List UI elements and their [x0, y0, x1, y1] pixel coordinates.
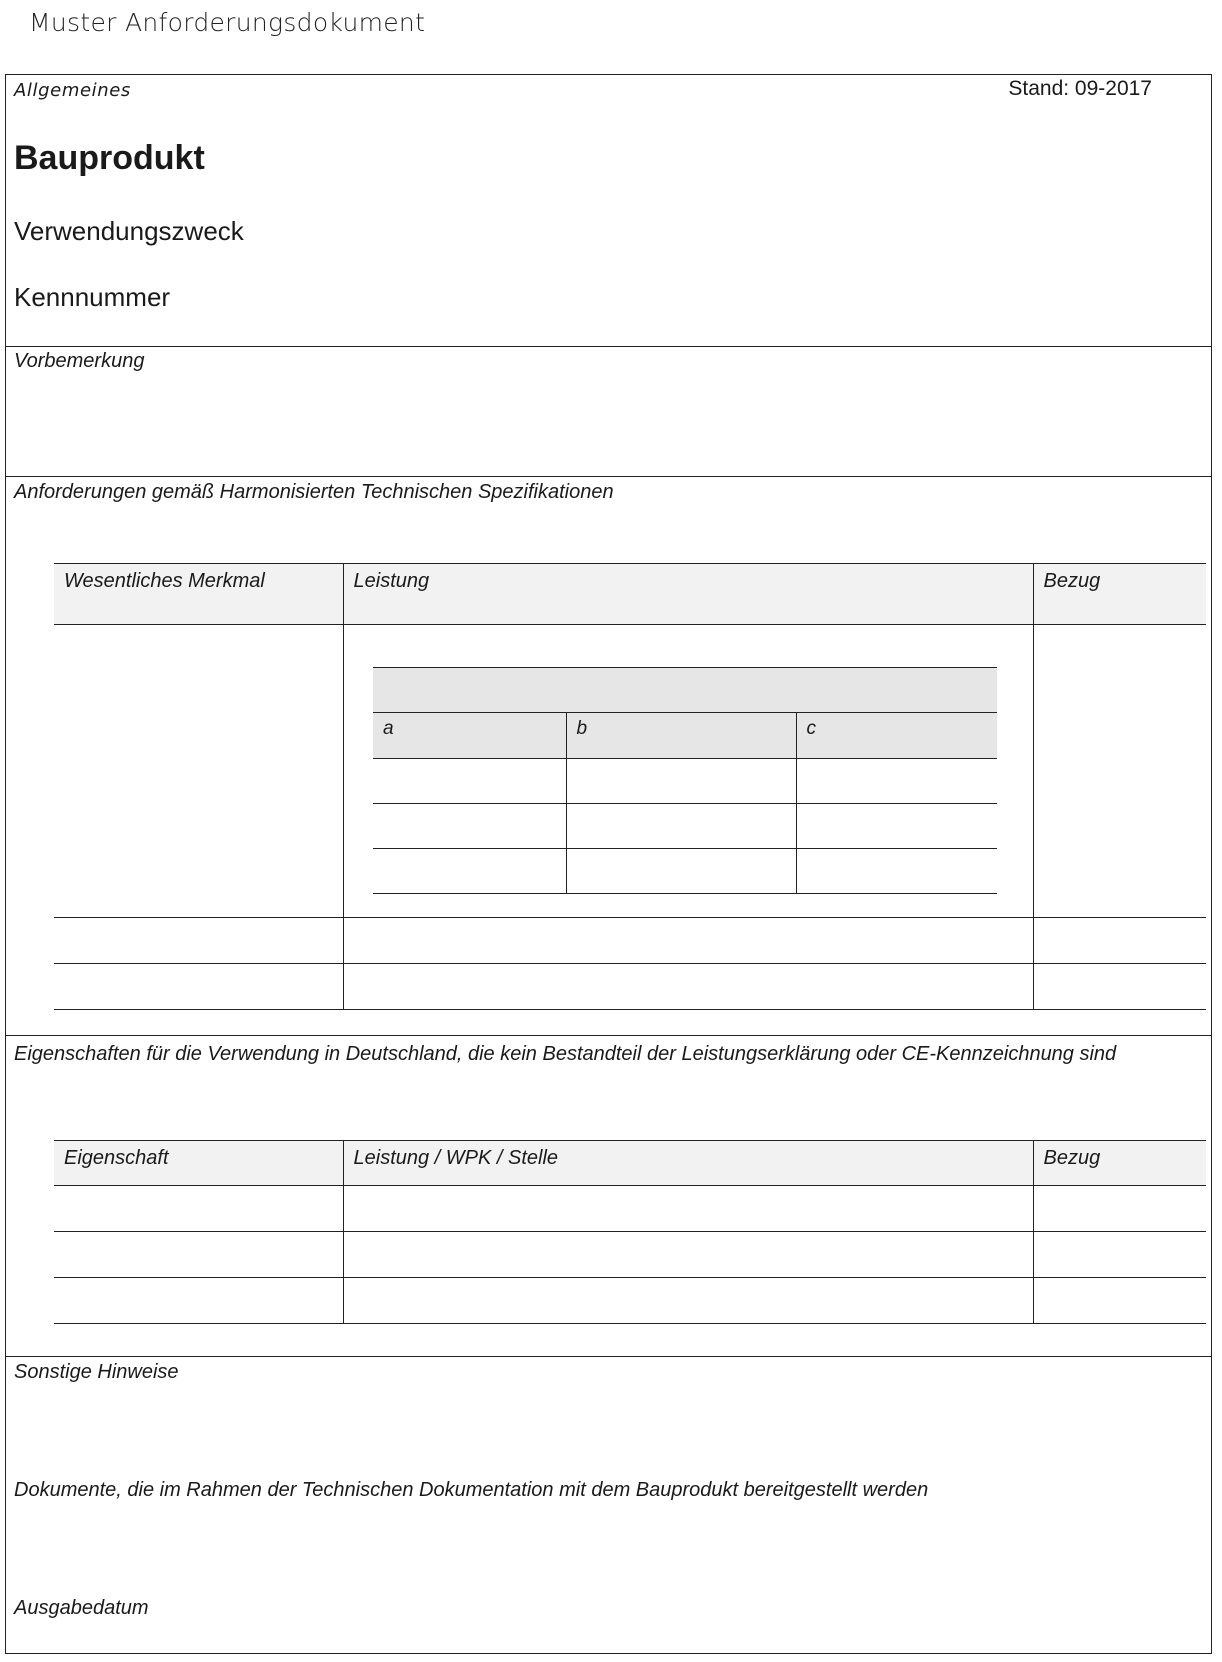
section-divider [5, 1035, 1212, 1036]
section-label-general: Allgemeines [14, 80, 131, 101]
column-header: a [373, 713, 566, 759]
table-row [54, 1186, 1206, 1232]
column-header: c [796, 713, 997, 759]
table-cell[interactable] [54, 1278, 343, 1324]
table-cell[interactable] [1033, 918, 1206, 964]
section-divider [5, 1356, 1212, 1357]
table-cell[interactable] [373, 759, 566, 804]
table-cell[interactable] [796, 849, 997, 894]
section-label-harmonized: Anforderungen gemäß Harmonisierten Technischen Spezifikationen [14, 481, 614, 503]
table-row [54, 1232, 1206, 1278]
table-cell[interactable] [54, 625, 343, 918]
table-header-row [54, 564, 1206, 625]
table-cell[interactable] [1033, 1232, 1206, 1278]
table-cell[interactable] [343, 1186, 1033, 1232]
table-cell[interactable] [1033, 625, 1206, 918]
subtable-header-row [373, 713, 997, 759]
table-cell[interactable] [373, 668, 997, 713]
section-label-issue-date: Ausgabedatum [14, 1597, 149, 1619]
performance-subtable [373, 667, 997, 894]
table-cell[interactable] [54, 1186, 343, 1232]
table-cell[interactable] [343, 964, 1033, 1010]
table-cell[interactable] [1033, 964, 1206, 1010]
table-cell[interactable] [54, 918, 343, 964]
section-label-documents: Dokumente, die im Rahmen der Technischen Dokumentation mit dem Bauprodukt bereitgestellt werden [14, 1479, 929, 1501]
column-header: Eigenschaft [54, 1141, 343, 1186]
column-header: Bezug [1033, 1141, 1206, 1186]
column-header: Wesentliches Merkmal [54, 564, 343, 625]
table-cell[interactable] [373, 804, 566, 849]
table-cell[interactable] [796, 759, 997, 804]
table-row [54, 1278, 1206, 1324]
subtable-blank-header [373, 668, 997, 713]
revision-stand: Stand: 09-2017 [1008, 77, 1152, 100]
table-cell[interactable] [343, 1232, 1033, 1278]
table-row [54, 918, 1206, 964]
document-title: Muster Anforderungsdokument [29, 8, 426, 37]
column-header: b [566, 713, 796, 759]
product-heading: Bauprodukt [14, 139, 205, 177]
table-cell[interactable] [343, 918, 1033, 964]
table-header-row [54, 1141, 1206, 1186]
table-cell[interactable] [796, 804, 997, 849]
table-row [54, 964, 1206, 1010]
table-row [373, 759, 997, 804]
table-cell[interactable] [1033, 1186, 1206, 1232]
table-cell[interactable] [1033, 1278, 1206, 1324]
germany-properties-table [54, 1140, 1206, 1324]
section-label-germany: Eigenschaften für die Verwendung in Deutschland, die kein Bestandteil der Leistungserklärung oder CE-Kennzeichnung sind [14, 1043, 1117, 1065]
section-label-other-notes: Sonstige Hinweise [14, 1361, 179, 1383]
table-cell[interactable] [54, 964, 343, 1010]
section-divider [5, 346, 1212, 347]
column-header: Leistung [343, 564, 1033, 625]
table-cell[interactable] [566, 849, 796, 894]
table-cell[interactable] [566, 804, 796, 849]
section-label-preliminary: Vorbemerkung [14, 350, 145, 372]
table-row [373, 849, 997, 894]
column-header: Leistung / WPK / Stelle [343, 1141, 1033, 1186]
table-cell[interactable] [54, 1232, 343, 1278]
id-number-heading: Kennnummer [14, 282, 171, 312]
table-cell[interactable] [373, 849, 566, 894]
column-header: Bezug [1033, 564, 1206, 625]
purpose-heading: Verwendungszweck [14, 216, 244, 246]
section-divider [5, 476, 1212, 477]
table-row [373, 804, 997, 849]
table-cell[interactable] [566, 759, 796, 804]
table-cell[interactable] [343, 1278, 1033, 1324]
